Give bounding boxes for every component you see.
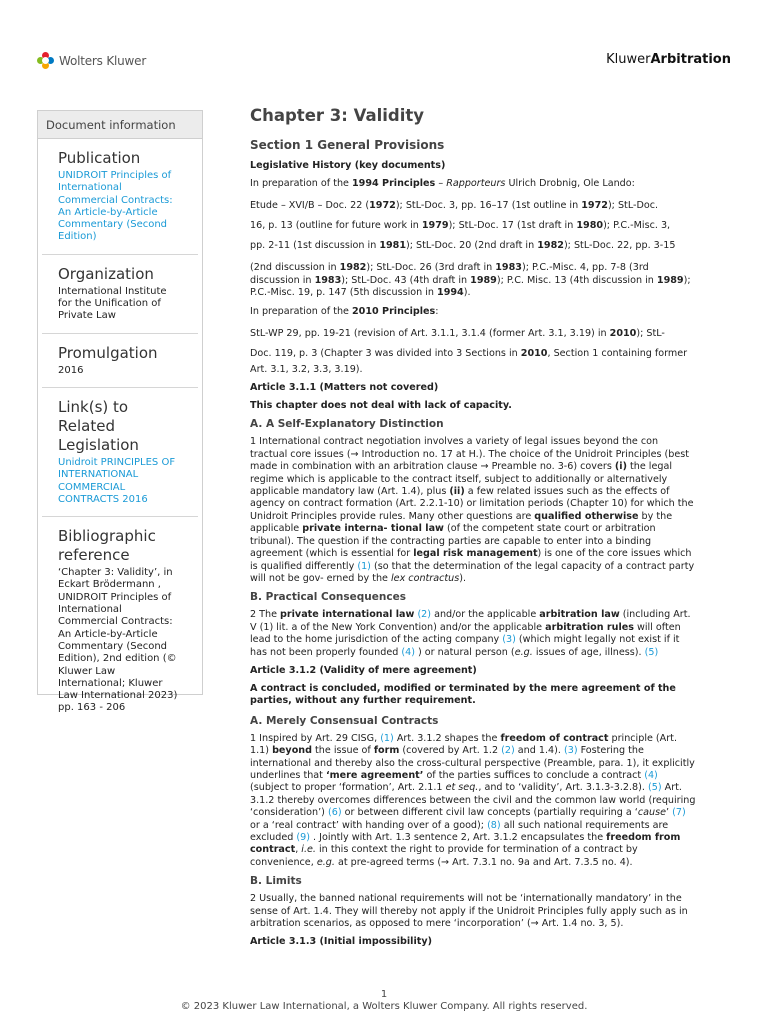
page-number: 1 [380, 989, 388, 1000]
footnote-link[interactable]: (3) [563, 745, 578, 757]
paragraph: Art. 3.1, 3.2, 3.3, 3.19). [250, 364, 363, 376]
paragraph: 1 Inspired by Art. 29 CISG, (1) Art. 3.1.2 shapes the freedom of contract principle (Art. 1.1) beyond the issue of form (covered by Art. 1.2 (2) and 1.4). (3) Fostering the international and thereby also the cross-cultural perspective (Preamble, para. 1), it explicitly underlines that ‘mere agreement’ of the parties suffices to conclude a contract (4) (subject to proper ‘formation’, Art. 2.1.1 et seq., and to ‘validity’, Art. 3.1.3-3.2.8). (5) Art. 3.1.2 thereby overcomes differences between the civil and the common law world (requiring ‘consideration’) (6) or between different civil law concepts (partially requiring a ‘cause’ (7) or a ‘real contract’ with handing over of a good); (8) all such national requirements are excluded (9) . Jointly with Art. 1.3 sentence 2, Art. 3.1.2 encapsulates the freedom from contract, i.e. in this context the right to provide for termination of a contract by convenience, e.g. at pre-agreed terms (→ Art. 7.3.1 no. 9a and Art. 7.3.5 no. 4). [250, 732, 696, 868]
article-heading: Article 3.1.3 (Initial impossibility) [250, 936, 432, 948]
article-text: A contract is concluded, modified or terminated by the mere agreement of the parties, without any further requirement. [250, 682, 676, 707]
chapter-title: Chapter 3: Validity [250, 106, 425, 125]
paragraph: 1 International contract negotiation involves a variety of legal issues beyond the con tractual core issues (→ Introduction no. 17 at H.). The choice of the Unidroit Principles (best made in combination with an arbitration clause → Preamble no. 3-6) covers (i) the legal regime which is applicable to the contract itself, subject to additionally or alternatively applicable mandatory law (Art. 1.4), plus (ii) a few related issues such as the effects of agency on contract formation (Art. 2.2.1-10) or limitation periods (Chapter 10) for which the Unidroit Principles provide rules. Many other questions are qualified otherwise by the applicable private interna- tional law (of the competent state court or arbitration tribunal). The question if the contracting parties are capable to enter into a binding agreement (which is essential for legal risk management) is one of the core issues which is qualified differently (1) (so that the determination of the legal capacity of a contract party will not be gov- erned by the lex contractus). [250, 436, 695, 584]
footnote-link[interactable]: (6) [327, 807, 342, 819]
section-heading: Section 1 General Provisions [250, 138, 445, 152]
kluwer-arbitration-brand[interactable] [606, 52, 731, 67]
footnote-link[interactable]: (2) [417, 609, 432, 621]
footnote-link[interactable]: (5) [648, 782, 662, 794]
footnote-link[interactable]: (1) [380, 732, 394, 744]
related-legislation-section [42, 388, 198, 517]
subsection-heading: B. Limits [250, 875, 302, 888]
promulgation-section [42, 334, 198, 388]
paragraph: 2 The private international law (2) and/or the applicable arbitration law (including Art. V (1) lit. a of the New York Convention) and/or the applicable arbitration rules will often lead to the home jurisdiction of the acting company (3) (which might legally not exist if it has not been properly founded (4) ) or natural person (e.g. issues of age, illness). (5) [250, 609, 691, 658]
document-info-panel [37, 110, 203, 714]
footnote-link[interactable]: (9) [296, 832, 310, 843]
footnote-link[interactable]: (7) [672, 807, 686, 819]
footnote-link[interactable]: (1) [357, 560, 371, 572]
organization-title: Organization [58, 264, 154, 283]
footnote-link[interactable]: (5) [644, 646, 659, 658]
related-legislation-link[interactable]: Unidroit PRINCIPLES OF INTERNATIONAL COMMERCIAL CONTRACTS 2016 [58, 456, 176, 505]
organization-section [42, 255, 198, 334]
bibliographic-section [42, 517, 198, 725]
document-info-heading: Document information [38, 111, 202, 139]
logo-mark-icon [37, 52, 54, 69]
brand-prefix: Kluwer [606, 52, 651, 67]
legislative-history-heading: Legislative History (key documents) [250, 160, 446, 171]
subsection-heading: A. Merely Consensual Contracts [250, 714, 439, 727]
organization-text: International Institute for the Unification of Private Law [58, 285, 167, 322]
logo-text: Wolters Kluwer [59, 53, 147, 68]
publication-section [42, 139, 198, 255]
publication-title: Publication [58, 149, 141, 167]
bibliographic-text: ‘Chapter 3: Validity’, in Eckart Brödermann , UNIDROIT Principles of International Commercial Contracts: An Article-by-Article Commentary (Second Edition), 2nd edition (© Kluwer Law International; Kluwer Law International 2023) pp. 163 - 206 [58, 567, 178, 714]
article-heading: Article 3.1.1 (Matters not covered) [250, 382, 439, 394]
publication-link[interactable]: UNIDROIT Principles of International Commercial Contracts: An Article-by-Article Commentary (Second Edition) [58, 170, 173, 243]
subsection-heading: B. Practical Consequences [250, 591, 406, 604]
paragraph: Etude – XVI/B – Doc. 22 (1972); StL-Doc. 3, pp. 16–17 (1st outline in 1972); StL-Doc. 16, p. 13 (outline for future work in 1979); StL-Doc. 17 (1st draft in 1980); P.C.-Misc. 3, pp. 2-11 (1st discussion in 1981); StL-Doc. 20 (2nd draft in 1982); StL-Doc. 22, pp. 3-15 [250, 200, 676, 252]
promulgation-title: Promulgation [58, 343, 158, 362]
brand-bold: Arbitration [650, 52, 731, 67]
article-heading: Article 3.1.2 (Validity of mere agreement) [250, 664, 477, 676]
article-text: This chapter does not deal with lack of capacity. [250, 400, 512, 412]
document-body [250, 106, 696, 954]
footnote-link[interactable]: (4) [401, 646, 415, 658]
footnote-link[interactable]: (2) [501, 745, 515, 757]
paragraph: StL-WP 29, pp. 19-21 (revision of Art. 3.1.1, 3.1.4 (former Art. 3.1, 3.19) in 2010); StL- Doc. 119, p. 3 (Chapter 3 was divided into 3 Sections in 2010, Section 1 containing former [250, 328, 688, 360]
footnote-link[interactable]: (8) [487, 819, 501, 831]
copyright-notice: © 2023 Kluwer Law International, a Wolters Kluwer Company. All rights reserved. [180, 1001, 588, 1012]
paragraph: In preparation of the 2010 Principles: [250, 305, 439, 317]
subsection-heading: A. A Self-Explanatory Distinction [250, 418, 444, 431]
paragraph: 2 Usually, the banned national requirements will not be ‘internationally mandatory’ in the sense of Art. 1.4. They will thereby not apply if the Unidroit Principles fully apply such as in arbitration scenarios, as opposed to mere ‘incorporation’ (→ Art. 1.4 no. 3, 5). [250, 893, 688, 930]
paragraph: (2nd discussion in 1982); StL-Doc. 26 (3rd draft in 1983); P.C.-Misc. 4, pp. 7-8 (3rd discussion in 1983); StL-Doc. 43 (4th draft in 1989); P.C. Misc. 13 (4th discussion in 1989); P.C.-Misc. 19, p. 147 (5th discussion in 1994). [250, 262, 691, 299]
promulgation-text: 2016 [58, 364, 84, 376]
paragraph: In preparation of the 1994 Principles – Rapporteurs Ulrich Drobnig, Ole Lando: [250, 178, 635, 189]
footnote-link[interactable]: (3) [502, 634, 516, 646]
bibliographic-title: Bibliographic reference [58, 527, 156, 565]
wolters-kluwer-logo[interactable] [37, 52, 146, 69]
page-header [0, 0, 768, 80]
footnote-link[interactable]: (4) [644, 769, 658, 781]
related-legislation-title: Link(s) to Related Legislation [58, 397, 139, 454]
